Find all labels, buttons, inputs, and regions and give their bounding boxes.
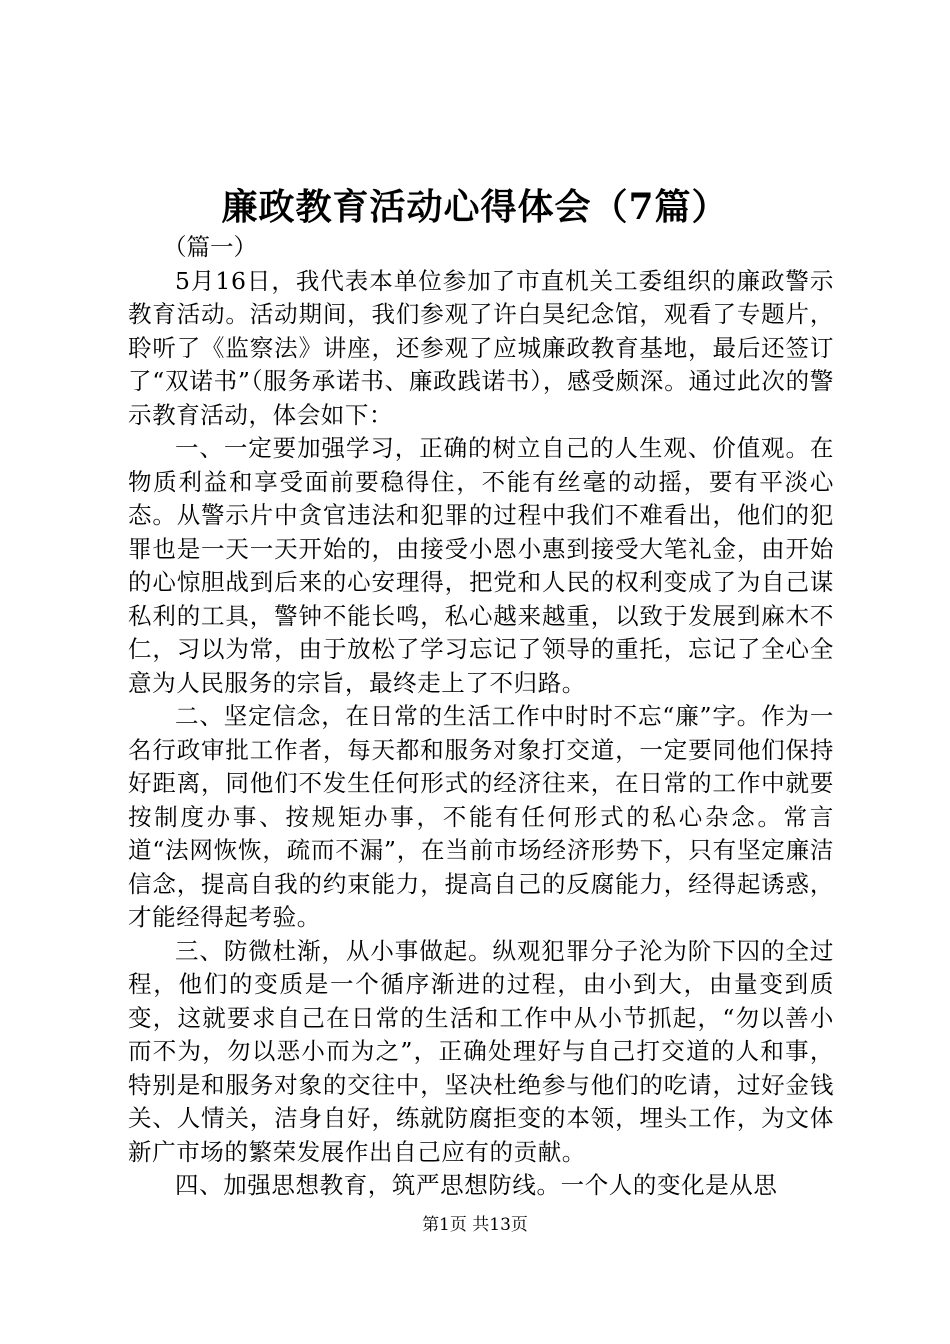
section-label: （篇一） bbox=[163, 233, 257, 261]
paragraph-point-three: 三、防微杜渐，从小事做起。纵观犯罪分子沦为阶下囚的全过程，他们的变质是一个循序渐进的过程，由小到大，由量变到质变，这就要求自己在日常的生活和工作中从小节抓起，“勿以善小而不为，勿以恶小而为之”，正确处理好与自己打交道的人和事，特别是和服务对象的交往中，坚决杜绝参与他们的吃请，过好金钱关、人情关，洁身自好，练就防腐拒变的本领，埋头工作，为文体新广市场的繁荣发展作出自己应有的贡献。 bbox=[128, 936, 834, 1166]
paragraph-intro: 5月16日，我代表本单位参加了市直机关工委组织的廉政警示教育活动。活动期间，我们参观了许白昊纪念馆，观看了专题片，聆听了《监察法》讲座，还参观了应城廉政教育基地，最后还签订了“双诺书”（服务承诺书、廉政践诺书），感受颇深。通过此次的警示教育活动，体会如下： bbox=[128, 266, 834, 429]
document-body bbox=[128, 231, 834, 1203]
page-footer: 第1页 共13页 bbox=[422, 1215, 528, 1235]
document-title: 廉政教育活动心得体会（7篇） bbox=[221, 186, 729, 228]
paragraph-point-one: 一、一定要加强学习，正确的树立自己的人生观、价值观。在物质利益和享受面前要稳得住，不能有丝毫的动摇，要有平淡心态。从警示片中贪官违法和犯罪的过程中我们不难看出，他们的犯罪也是一天一天开始的，由接受小恩小惠到接受大笔礼金，由开始的心惊胆战到后来的心安理得，把党和人民的权利变成了为自己谋私利的工具，警钟不能长鸣，私心越来越重，以致于发展到麻木不仁，习以为常，由于放松了学习忘记了领导的重托，忘记了全心全意为人民服务的宗旨，最终走上了不归路。 bbox=[128, 434, 834, 697]
paragraph-point-four: 四、加强思想教育，筑严思想防线。一个人的变化是从思 bbox=[175, 1171, 778, 1199]
paragraph-point-two: 二、坚定信念，在日常的生活工作中时时不忘“廉”字。作为一名行政审批工作者，每天都和服务对象打交道，一定要同他们保持好距离，同他们不发生任何形式的经济往来，在日常的工作中就要按制度办事、按规矩办事，不能有任何形式的私心杂念。常言道“法网恢恢，疏而不漏”，在当前市场经济形势下，只有坚定廉洁信念，提高自我的约束能力，提高自己的反腐能力，经得起诱惑，才能经得起考验。 bbox=[128, 702, 834, 931]
